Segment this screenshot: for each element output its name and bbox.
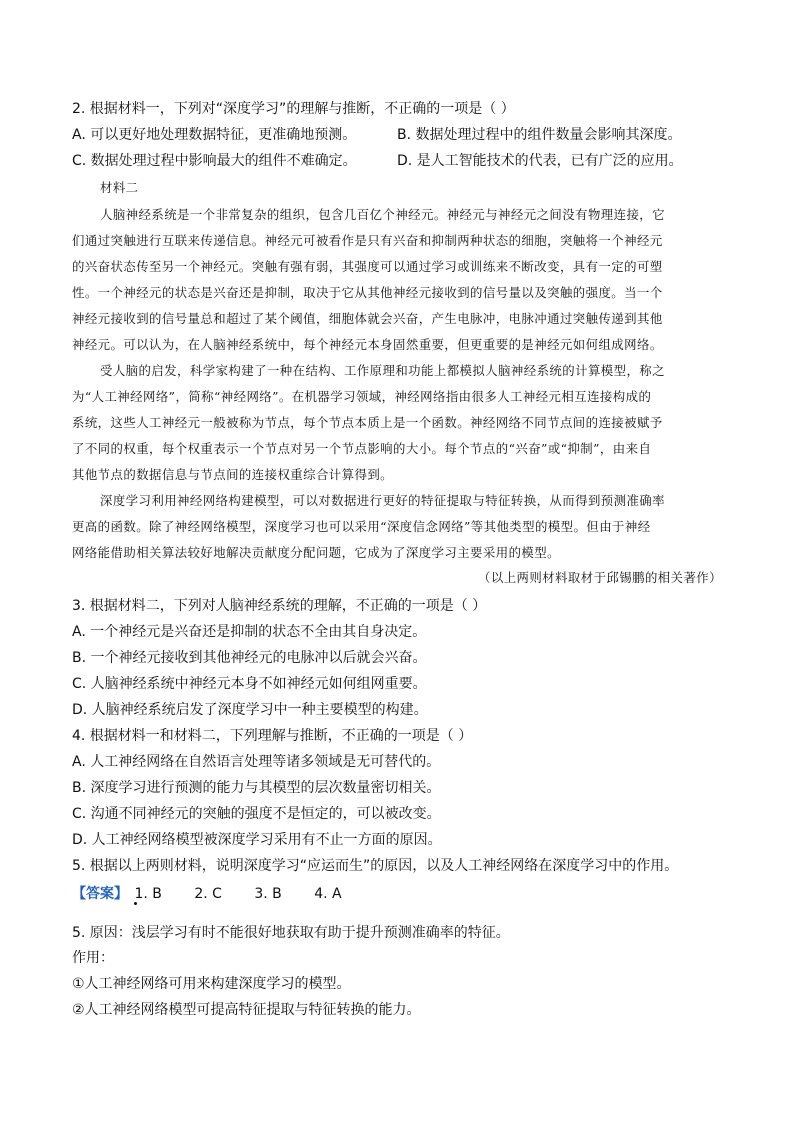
material-2-line: 性。一个神经元的状态是兴奋还是抑制，取决于它从其他神经元接收到的信号量以及突触的强度。当一个 xyxy=(72,285,663,300)
answer-5-role-2: ②人工神经网络模型可提高特征提取与特征转换的能力。 xyxy=(72,1002,421,1018)
material-2-line: 为“人工神经网络”，简称“神经网络”。在机器学习领域，神经网络指由很多人工神经元相互连接构成的 xyxy=(72,389,652,404)
answer-item: 4. A xyxy=(314,886,342,902)
question-5-stem: 5. 根据以上两则材料，说明深度学习“应运而生”的原因，以及人工神经网络在深度学习中的作用。 xyxy=(72,858,679,874)
question-3-option-a: A. 一个神经元是兴奋还是抑制的状态不全由其自身决定。 xyxy=(72,624,427,640)
material-2-line: 网络能借助相关算法较好地解决贡献度分配问题，它成为了深度学习主要采用的模型。 xyxy=(72,545,560,560)
answer-row xyxy=(72,885,342,903)
material-2-line: 的兴奋状态传至另一个神经元。突触有强有弱，其强度可以通过学习或训练来不断改变，具有一定的可塑 xyxy=(72,259,663,274)
material-2-line: 人脑神经系统是一个非常复杂的组织，包含几百亿个神经元。神经元与神经元之间没有物理连接，它 xyxy=(100,207,665,222)
material-2-line: 了不同的权重，每个权重表示一个节点对另一个节点影响的大小。每个节点的“兴奋”或“抑制”，由来自 xyxy=(72,441,652,456)
answer-5-role-label: 作用： xyxy=(72,950,114,966)
material-source: （以上两则材料取材于邱锡鹏的相关著作） xyxy=(478,570,722,585)
question-4-option-c: C. 沟通不同神经元的突触的强度不是恒定的，可以被改变。 xyxy=(72,806,441,822)
material-2-line: 系统，这些人工神经元一般被称为节点，每个节点本质上是一个函数。神经网络不同节点间的连接被赋予 xyxy=(72,415,663,430)
material-2-line: 受人脑的启发，科学家构建了一种在结构、工作原理和功能上都模拟人脑神经系统的计算模型，称之 xyxy=(100,363,665,378)
question-2-option-c: C. 数据处理过程中影响最大的组件不难确定。 xyxy=(72,153,357,169)
question-4-option-a: A. 人工神经网络在自然语言处理等诸多领域是无可替代的。 xyxy=(72,754,441,770)
material-2-line: 神经元。可以认为，在人脑神经系统中，每个神经元本身固然重要，但更重要的是神经元如何组成网络。 xyxy=(72,337,663,352)
answer-item: 2. C xyxy=(194,886,222,902)
material-2-line: 深度学习利用神经网络构建模型，可以对数据进行更好的特征提取与特征转换，从而得到预测准确率 xyxy=(100,493,665,508)
answer-tag: 【答案】 xyxy=(72,886,128,902)
question-2-option-a: A. 可以更好地处理数据特征，更准确地预测。 xyxy=(72,127,357,143)
answer-item: 3. B xyxy=(254,886,282,902)
answer-5-reason: 5. 原因：浅层学习有时不能很好地获取有助于提升预测准确率的特征。 xyxy=(72,925,510,941)
question-4-option-b: B. 深度学习进行预测的能力与其模型的层次数量密切相关。 xyxy=(72,780,441,796)
question-4-option-d: D. 人工神经网络模型被深度学习采用有不止一方面的原因。 xyxy=(72,832,442,848)
material-2-line: 们通过突触进行互联来传递信息。神经元可被看作是只有兴奋和抑制两种状态的细胞，突触将一个神经元 xyxy=(72,233,663,248)
question-2-option-b: B. 数据处理过程中的组件数量会影响其深度。 xyxy=(397,127,682,143)
material-2-line: 更高的函数。除了神经网络模型，深度学习也可以采用“深度信念网络”等其他类型的模型。但由于神经 xyxy=(72,519,651,534)
question-3-option-d: D. 人脑神经系统启发了深度学习中一种主要模型的构建。 xyxy=(72,702,428,718)
question-2-option-d: D. 是人工智能技术的代表，已有广泛的应用。 xyxy=(397,153,683,169)
answer-5-role-1: ①人工神经网络可用来构建深度学习的模型。 xyxy=(72,976,351,992)
question-3-stem: 3. 根据材料二，下列对人脑神经系统的理解，不正确的一项是（ ） xyxy=(72,598,487,614)
material-2-line: 其他节点的数据信息与节点间的连接权重综合计算得到。 xyxy=(72,467,394,482)
material-2-title: 材料二 xyxy=(100,180,139,195)
question-3-option-b: B. 一个神经元接收到其他神经元的电脉冲以后就会兴奋。 xyxy=(72,650,427,666)
question-4-stem: 4. 根据材料一和材料二，下列理解与推断，不正确的一项是（ ） xyxy=(72,728,473,744)
answer-item: 1. B xyxy=(134,886,162,902)
question-3-option-c: C. 人脑神经系统中神经元本身不如神经元如何组网重要。 xyxy=(72,676,427,692)
material-2-line: 神经元接收到的信号量总和超过了某个阈值，细胞体就会兴奋，产生电脉冲，电脉冲通过突触传递到其他 xyxy=(72,311,663,326)
emphasis-dot xyxy=(134,902,137,905)
question-2-stem: 2. 根据材料一，下列对“深度学习”的理解与推断，不正确的一项是（ ） xyxy=(72,101,515,117)
